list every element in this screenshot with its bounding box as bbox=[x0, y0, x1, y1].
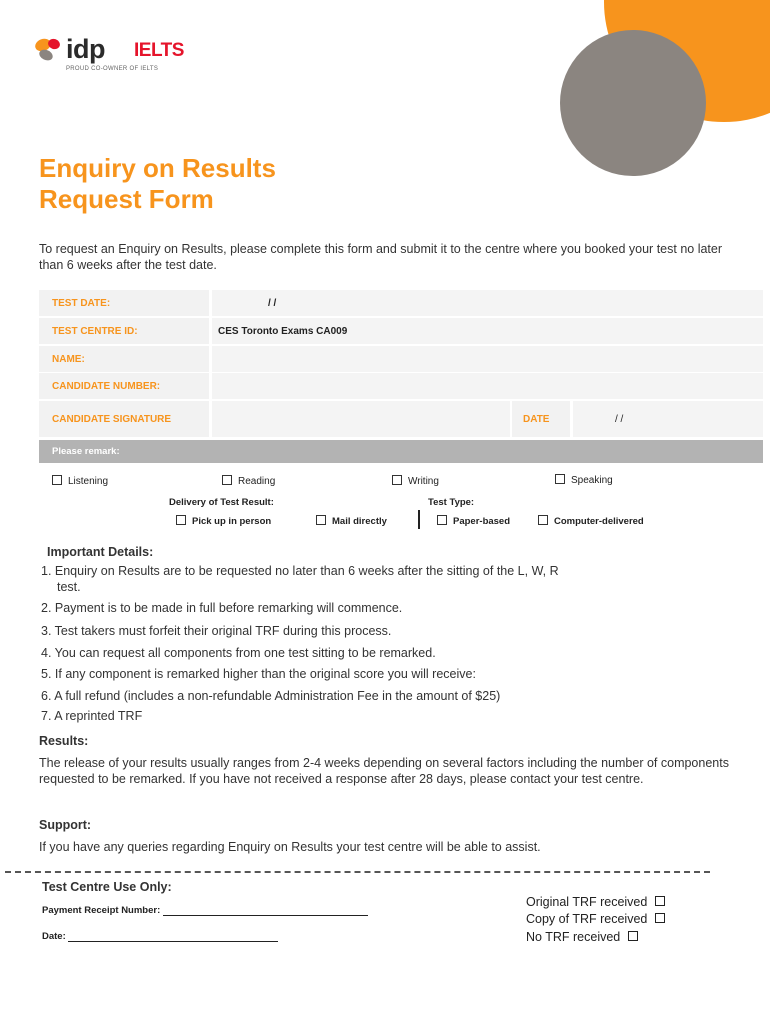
trf-option-label: No TRF received bbox=[526, 930, 621, 944]
divider bbox=[418, 510, 420, 529]
important-heading: Important Details: bbox=[47, 545, 154, 559]
row-test-centre bbox=[39, 318, 763, 344]
support-heading: Support: bbox=[39, 818, 92, 832]
checkbox-label: Writing bbox=[408, 476, 439, 487]
checkbox-mail[interactable] bbox=[316, 515, 387, 527]
title-line-2: Request Form bbox=[39, 184, 214, 214]
page-title bbox=[39, 153, 276, 215]
important-item: 5. If any component is remarked higher than the original score you will receive: bbox=[41, 667, 476, 681]
test-centre-field[interactable]: CES Toronto Exams CA009 bbox=[212, 318, 763, 344]
checkbox-label: Mail directly bbox=[332, 516, 387, 527]
checkbox-box[interactable] bbox=[628, 931, 638, 941]
decorative-grey-circle bbox=[560, 30, 706, 176]
trf-original-option[interactable] bbox=[526, 895, 665, 909]
logo-ielts-text: IELTS bbox=[134, 40, 184, 61]
idp-leaf-icon bbox=[34, 36, 64, 62]
important-item: test. bbox=[57, 580, 81, 594]
checkbox-label: Computer-delivered bbox=[554, 516, 644, 527]
checkbox-label: Speaking bbox=[571, 475, 613, 486]
important-item: 4. You can request all components from one test sitting to be remarked. bbox=[41, 646, 436, 660]
checkbox-box[interactable] bbox=[437, 515, 447, 525]
centre-use-heading: Test Centre Use Only: bbox=[42, 880, 172, 894]
checkbox-label: Listening bbox=[68, 476, 109, 487]
trf-copy-option[interactable] bbox=[526, 912, 665, 926]
name-label: NAME: bbox=[39, 346, 209, 372]
checkbox-pick-up[interactable] bbox=[176, 515, 271, 527]
idp-ielts-logo bbox=[34, 34, 214, 84]
receipt-number-label: Payment Receipt Number: bbox=[42, 905, 161, 916]
test-type-label: Test Type: bbox=[428, 497, 475, 508]
trf-option-label: Original TRF received bbox=[526, 895, 648, 909]
signature-label: CANDIDATE SIGNATURE bbox=[39, 401, 209, 437]
checkbox-box[interactable] bbox=[538, 515, 548, 525]
date-label: DATE bbox=[512, 401, 570, 437]
checkbox-label: Reading bbox=[238, 476, 276, 487]
trf-option-label: Copy of TRF received bbox=[526, 912, 648, 926]
checkbox-box[interactable] bbox=[655, 913, 665, 923]
test-date-field[interactable]: / / bbox=[212, 290, 763, 316]
checkbox-box[interactable] bbox=[392, 475, 402, 485]
checkbox-speaking[interactable] bbox=[555, 474, 613, 486]
row-name bbox=[39, 346, 763, 372]
results-text: The release of your results usually ranges from 2-4 weeks depending on several factors including the number of components requested to be remarked. If you have not received a response after 28 days, please contact your test centre. bbox=[39, 756, 729, 786]
signature-field[interactable] bbox=[212, 401, 510, 437]
important-item: 1. Enquiry on Results are to be requested no later than 6 weeks after the sitting of the L, W, R bbox=[41, 564, 559, 578]
row-test-date bbox=[39, 290, 763, 316]
delivery-label: Delivery of Test Result: bbox=[169, 497, 274, 508]
checkbox-writing[interactable] bbox=[392, 475, 439, 487]
checkbox-paper-based[interactable] bbox=[437, 515, 510, 527]
important-item: 3. Test takers must forfeit their original TRF during this process. bbox=[41, 624, 392, 638]
row-candidate-number bbox=[39, 373, 763, 399]
checkbox-label: Pick up in person bbox=[192, 516, 272, 527]
test-date-label: TEST DATE: bbox=[39, 290, 209, 316]
remark-bar bbox=[39, 440, 763, 463]
row-signature bbox=[39, 401, 763, 437]
checkbox-computer-delivered[interactable] bbox=[538, 515, 644, 527]
checkbox-reading[interactable] bbox=[222, 475, 275, 487]
trf-none-option[interactable] bbox=[526, 930, 638, 944]
important-item: 2. Payment is to be made in full before remarking will commence. bbox=[41, 601, 403, 615]
checkbox-box[interactable] bbox=[655, 896, 665, 906]
candidate-number-label: CANDIDATE NUMBER: bbox=[39, 373, 209, 399]
cut-line-divider bbox=[5, 871, 710, 873]
test-centre-label: TEST CENTRE ID: bbox=[39, 318, 209, 344]
checkbox-box[interactable] bbox=[52, 475, 62, 485]
checkbox-box[interactable] bbox=[316, 515, 326, 525]
checkbox-label: Paper-based bbox=[453, 516, 511, 527]
receipt-number-field[interactable] bbox=[163, 905, 368, 916]
centre-date-label: Date: bbox=[42, 931, 66, 942]
support-text: If you have any queries regarding Enquiry on Results your test centre will be able to assist. bbox=[39, 840, 541, 854]
name-field[interactable] bbox=[212, 346, 763, 372]
candidate-number-field[interactable] bbox=[212, 373, 763, 399]
remark-label: Please remark: bbox=[52, 446, 120, 457]
centre-date-line bbox=[42, 931, 278, 942]
title-line-1: Enquiry on Results bbox=[39, 153, 276, 183]
logo-idp-text: idp bbox=[66, 34, 105, 64]
checkbox-box[interactable] bbox=[555, 474, 565, 484]
checkbox-listening[interactable] bbox=[52, 475, 108, 487]
important-item: 7. A reprinted TRF bbox=[41, 709, 143, 723]
important-item: 6. A full refund (includes a non-refundable Administration Fee in the amount of $25) bbox=[41, 689, 501, 703]
centre-date-field[interactable] bbox=[68, 931, 278, 942]
results-heading: Results: bbox=[39, 734, 89, 748]
checkbox-box[interactable] bbox=[176, 515, 186, 525]
logo-tagline: PROUD CO-OWNER OF IELTS bbox=[66, 66, 159, 72]
receipt-number-line bbox=[42, 905, 368, 916]
date-field[interactable]: / / bbox=[573, 401, 763, 437]
intro-text: To request an Enquiry on Results, please complete this form and submit it to the centre where you booked your test no later than 6 weeks after the test date. bbox=[39, 242, 723, 272]
checkbox-box[interactable] bbox=[222, 475, 232, 485]
